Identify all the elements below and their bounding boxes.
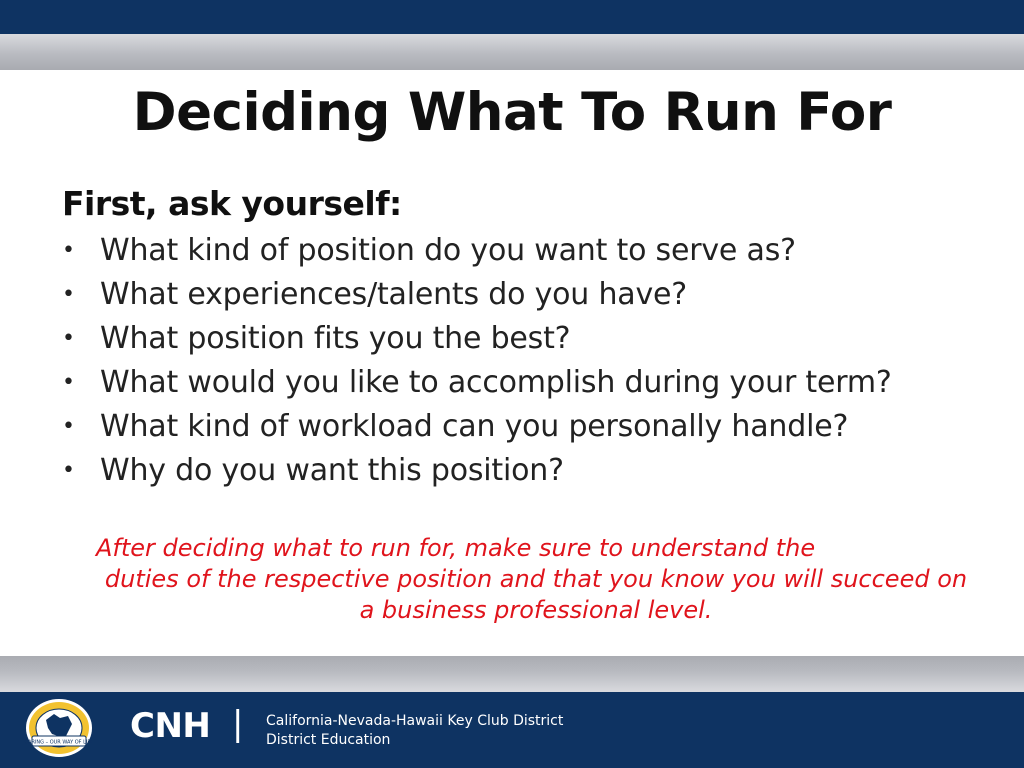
bullet-icon: • [62, 414, 75, 439]
bullet-icon: • [62, 326, 75, 351]
question-text: What would you like to accomplish during your term? [100, 365, 892, 400]
advice-note-line-2: duties of the respective position and that you know you will succeed on a business professional level. [104, 565, 968, 624]
question-text: Why do you want this position? [100, 453, 564, 488]
district-info [266, 712, 563, 750]
key-club-logo-icon [24, 698, 94, 760]
advice-note [96, 533, 976, 626]
footer-bar [0, 692, 1024, 768]
district-department: District Education [266, 732, 391, 748]
question-list [62, 232, 982, 496]
list-item [62, 408, 982, 446]
list-item [62, 320, 982, 358]
list-item [62, 276, 982, 314]
top-navy-bar [0, 0, 1024, 34]
top-gray-band [0, 34, 1024, 70]
question-text: What kind of workload can you personally handle? [100, 409, 849, 444]
question-text: What kind of position do you want to serve as? [100, 233, 796, 268]
bottom-gray-band [0, 656, 1024, 692]
bullet-icon: • [62, 282, 75, 307]
question-text: What experiences/talents do you have? [100, 277, 687, 312]
district-name: California-Nevada-Hawaii Key Club District [266, 713, 564, 729]
brand-name: CNH [130, 706, 211, 746]
advice-note-line-1: After deciding what to run for, make sure to understand the [96, 534, 816, 562]
lead-heading: First, ask yourself: [62, 184, 402, 223]
question-text: What position fits you the best? [100, 321, 571, 356]
bullet-icon: • [62, 370, 75, 395]
list-item [62, 232, 982, 270]
bullet-icon: • [62, 238, 75, 263]
list-item [62, 364, 982, 402]
slide-title: Deciding What To Run For [132, 82, 892, 143]
list-item [62, 452, 982, 490]
brand-separator: | [232, 704, 244, 744]
logo-text: CARING – OUR WAY OF LIFE [24, 739, 94, 746]
bullet-icon: • [62, 458, 75, 483]
